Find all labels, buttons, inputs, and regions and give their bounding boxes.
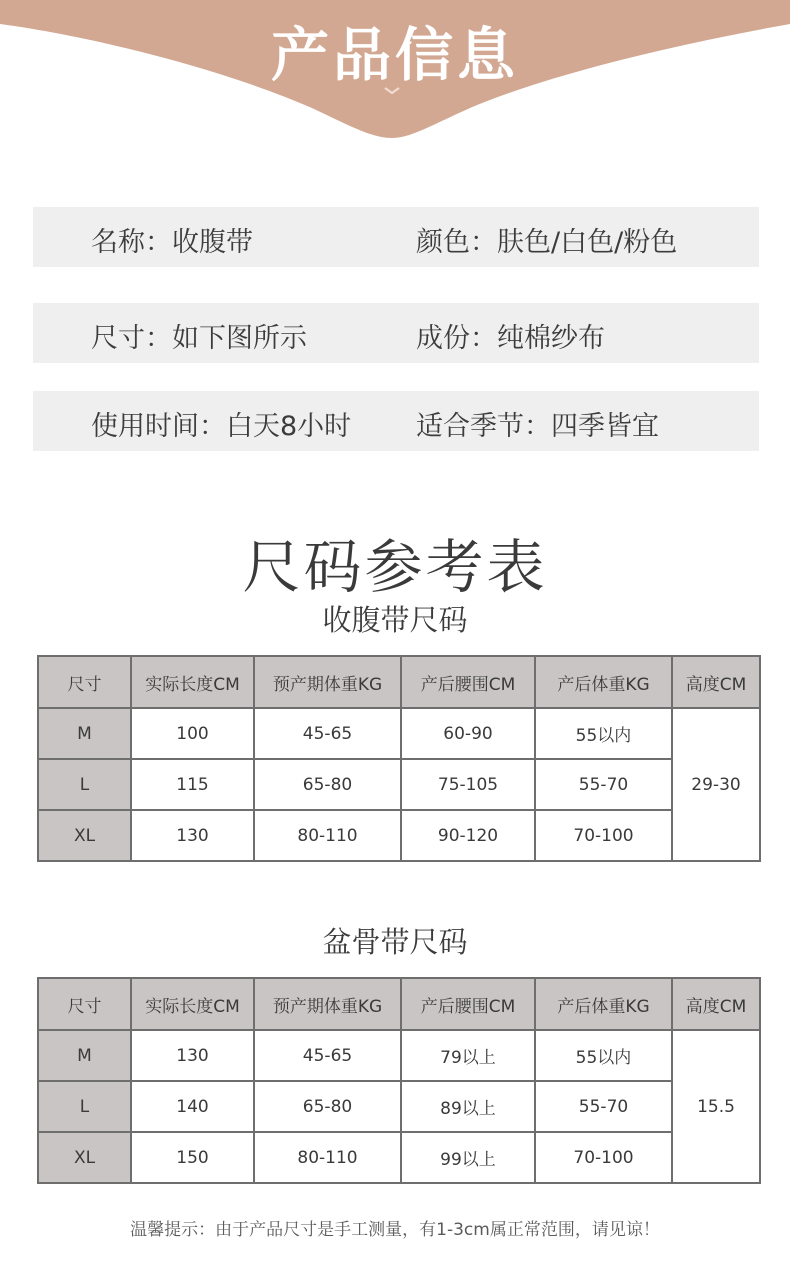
table-row [38, 1081, 760, 1132]
table-cell: 70-100 [535, 810, 672, 861]
footer-tip: 温馨提示：由于产品尺寸是手工测量，有1-3cm属正常范围，请见谅！ [130, 1220, 660, 1240]
info-name: 名称：收腹带 [91, 227, 253, 258]
abdominal-belt-size-table [37, 655, 761, 862]
size-label: L [38, 1081, 131, 1132]
table-title-pelvic-belt: 盆骨带尺码 [322, 925, 468, 959]
table-cell: 100 [131, 708, 254, 759]
size-label: M [38, 1030, 131, 1081]
table-cell: 45-65 [254, 708, 401, 759]
table-cell: 55-70 [535, 759, 672, 810]
header-size: 尺寸 [38, 978, 131, 1030]
size-label: M [38, 708, 131, 759]
table-cell: 130 [131, 1030, 254, 1081]
header-height: 高度CM [672, 978, 760, 1030]
table-cell: 150 [131, 1132, 254, 1183]
header-due-weight: 预产期体重KG [254, 656, 401, 708]
header-length: 实际长度CM [131, 656, 254, 708]
table-title-abdominal-belt: 收腹带尺码 [322, 603, 468, 637]
table-cell: 55以内 [535, 708, 672, 759]
table-cell: 75-105 [401, 759, 535, 810]
table-cell: 60-90 [401, 708, 535, 759]
info-row-size-material [33, 303, 759, 363]
size-chart-title: 尺码参考表 [242, 533, 548, 601]
height-value: 29-30 [672, 708, 760, 861]
info-season: 适合季节：四季皆宜 [416, 411, 659, 442]
table-cell: 130 [131, 810, 254, 861]
size-label: XL [38, 1132, 131, 1183]
table-cell: 80-110 [254, 810, 401, 861]
table-row [38, 1030, 760, 1081]
info-usage-time: 使用时间：白天8小时 [91, 411, 352, 442]
table-cell: 55以内 [535, 1030, 672, 1081]
table-header-row [38, 978, 760, 1030]
table-cell: 99以上 [401, 1132, 535, 1183]
table-cell: 65-80 [254, 759, 401, 810]
info-size: 尺寸：如下图所示 [91, 323, 307, 354]
info-row-usage-season [33, 391, 759, 451]
height-value: 15.5 [672, 1030, 760, 1183]
info-material: 成份：纯棉纱布 [416, 323, 605, 354]
table-cell: 79以上 [401, 1030, 535, 1081]
info-color: 颜色：肤色/白色/粉色 [416, 227, 678, 258]
header-size: 尺寸 [38, 656, 131, 708]
table-cell: 90-120 [401, 810, 535, 861]
pelvic-belt-size-table [37, 977, 761, 1184]
table-cell: 89以上 [401, 1081, 535, 1132]
info-row-name-color [33, 207, 759, 267]
table-cell: 45-65 [254, 1030, 401, 1081]
table-cell: 70-100 [535, 1132, 672, 1183]
header-due-weight: 预产期体重KG [254, 978, 401, 1030]
chevron-down-icon [383, 86, 401, 96]
table-header-row [38, 656, 760, 708]
header-postpartum-waist: 产后腰围CM [401, 978, 535, 1030]
header-postpartum-weight: 产后体重KG [535, 656, 672, 708]
header-postpartum-waist: 产后腰围CM [401, 656, 535, 708]
table-cell: 65-80 [254, 1081, 401, 1132]
header-postpartum-weight: 产后体重KG [535, 978, 672, 1030]
size-label: XL [38, 810, 131, 861]
page-title: 产品信息 [270, 21, 519, 89]
table-cell: 80-110 [254, 1132, 401, 1183]
table-cell: 115 [131, 759, 254, 810]
table-row [38, 1132, 760, 1183]
header-height: 高度CM [672, 656, 760, 708]
table-cell: 140 [131, 1081, 254, 1132]
size-label: L [38, 759, 131, 810]
table-row [38, 759, 760, 810]
table-cell: 55-70 [535, 1081, 672, 1132]
table-row [38, 810, 760, 861]
header-length: 实际长度CM [131, 978, 254, 1030]
table-row [38, 708, 760, 759]
